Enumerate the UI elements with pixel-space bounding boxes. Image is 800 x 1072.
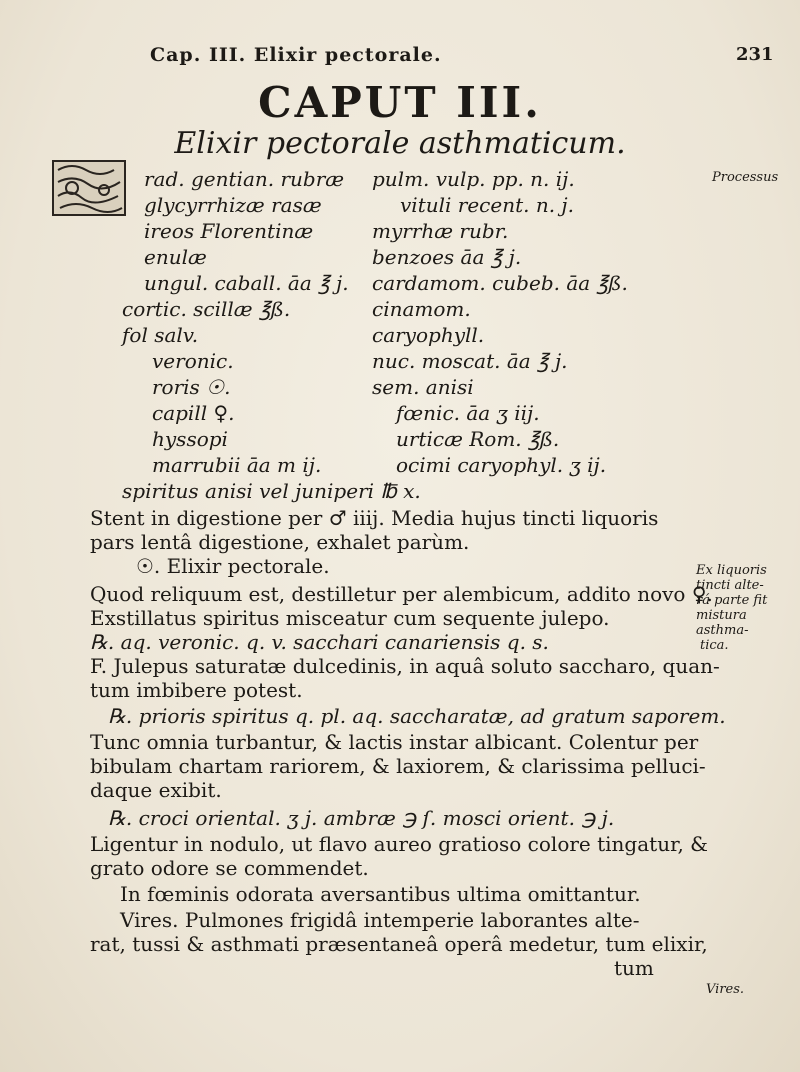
recipe-right-6: caryophyll. bbox=[372, 323, 485, 347]
chapter-title: CAPUT III. bbox=[258, 78, 542, 127]
body-line-16: Vires. Pulmones frigidâ intemperie laborantes alte- bbox=[120, 908, 640, 932]
margin-note-line-5: tica. bbox=[700, 638, 729, 653]
body-line-4: Exstillatus spiritus misceatur cum sequente julepo. bbox=[90, 606, 610, 630]
recipe-left-2: ireos Florentinæ bbox=[144, 219, 314, 243]
body-line-9: Tunc omnia turbantur, & lactis instar albicant. Colentur per bbox=[90, 730, 699, 754]
recipe-right-0: pulm. vulp. pp. n. ij. bbox=[372, 167, 575, 191]
body-line-13: Ligentur in nodulo, ut flavo aureo gratioso colore tingatur, & bbox=[90, 832, 708, 856]
recipe-left-1: glycyrrhizæ rasæ bbox=[144, 193, 322, 217]
body-line-15: In fœminis odorata aversantibus ultima omittantur. bbox=[120, 882, 641, 906]
running-header: Cap. III. Elixir pectorale. bbox=[150, 44, 442, 66]
body-line-14: grato odore se commendet. bbox=[90, 856, 369, 880]
recipe-left-7: veronic. bbox=[152, 349, 234, 373]
body-line-2: ☉. Elixir pectorale. bbox=[136, 554, 330, 578]
recipe-left-5: cortic. scillæ ℥ß. bbox=[122, 297, 291, 321]
margin-note-line-4: asthma- bbox=[696, 623, 749, 638]
recipe-left-6: fol salv. bbox=[122, 323, 199, 347]
body-line-17: rat, tussi & asthmati præsentaneâ operâ medetur, tum elixir, bbox=[90, 932, 708, 956]
body-line-6: F. Julepus saturatæ dulcedinis, in aquâ soluto saccharo, quan- bbox=[90, 654, 720, 678]
recipe-right-8: sem. anisi bbox=[372, 375, 474, 399]
margin-note-line-1: tincti alte- bbox=[696, 578, 764, 593]
recipe-right-4: cardamom. cubeb. āa ℥ß. bbox=[372, 271, 628, 295]
body-line-7: tum imbibere potest. bbox=[90, 678, 303, 702]
recipe-right-7: nuc. moscat. āa ℥ j. bbox=[372, 349, 568, 373]
recipe-left-3: enulæ bbox=[144, 245, 207, 269]
page-number: 231 bbox=[736, 44, 774, 65]
chapter-subtitle: Elixir pectorale asthmaticum. bbox=[174, 126, 626, 161]
body-line-1: pars lentâ digestione, exhalet parùm. bbox=[90, 530, 470, 554]
recipe-right-2: myrrhæ rubr. bbox=[372, 219, 509, 243]
recipe-left-0: rad. gentian. rubræ bbox=[144, 167, 345, 191]
recipe-right-5: cinamom. bbox=[372, 297, 471, 321]
margin-note-line-0: Ex liquoris bbox=[696, 563, 767, 578]
body-line-18: tum bbox=[614, 956, 654, 980]
recipe-left-12: spiritus anisi vel juniperi ℔ x. bbox=[122, 479, 421, 503]
body-line-11: daque exibit. bbox=[90, 778, 222, 802]
margin-note-line-2: rá parte fit bbox=[696, 593, 768, 608]
recipe-right-10: urticæ Rom. ℥ß. bbox=[396, 427, 560, 451]
margin-note-vires: Vires. bbox=[706, 982, 745, 997]
body-line-12: ℞. croci oriental. ʒ j. ambræ ℈ ſ. mosci orient. ℈ j. bbox=[108, 806, 615, 830]
recipe-right-9: fœnic. āa ʒ iij. bbox=[396, 401, 540, 425]
recipe-left-4: ungul. caball. āa ℥ j. bbox=[144, 271, 349, 295]
body-line-3: Quod reliquum est, destilletur per alembicum, addito novo ♀. bbox=[90, 582, 713, 606]
body-line-8: ℞. prioris spiritus q. pl. aq. saccharatæ, ad gratum saporem. bbox=[108, 704, 726, 728]
recipe-right-3: benzoes āa ℥ j. bbox=[372, 245, 522, 269]
recipe-left-8: roris ☉. bbox=[152, 375, 231, 399]
margin-note-line-3: mistura bbox=[696, 608, 747, 623]
body-line-0: Stent in digestione per ♂ iiij. Media hujus tincti liquoris bbox=[90, 506, 659, 530]
woodcut-ornament-icon bbox=[52, 160, 126, 216]
body-line-5: ℞. aq. veronic. q. v. sacchari canariensis q. s. bbox=[90, 630, 549, 654]
margin-note-processus: Processus bbox=[712, 170, 779, 185]
recipe-left-9: capill ♀. bbox=[152, 401, 235, 425]
body-line-10: bibulam chartam rariorem, & laxiorem, & clarissima pelluci- bbox=[90, 754, 706, 778]
recipe-right-11: ocimi caryophyl. ʒ ij. bbox=[396, 453, 607, 477]
recipe-left-10: hyssopi bbox=[152, 427, 228, 451]
recipe-right-1: vituli recent. n. j. bbox=[400, 193, 574, 217]
recipe-left-11: marrubii āa m ij. bbox=[152, 453, 322, 477]
